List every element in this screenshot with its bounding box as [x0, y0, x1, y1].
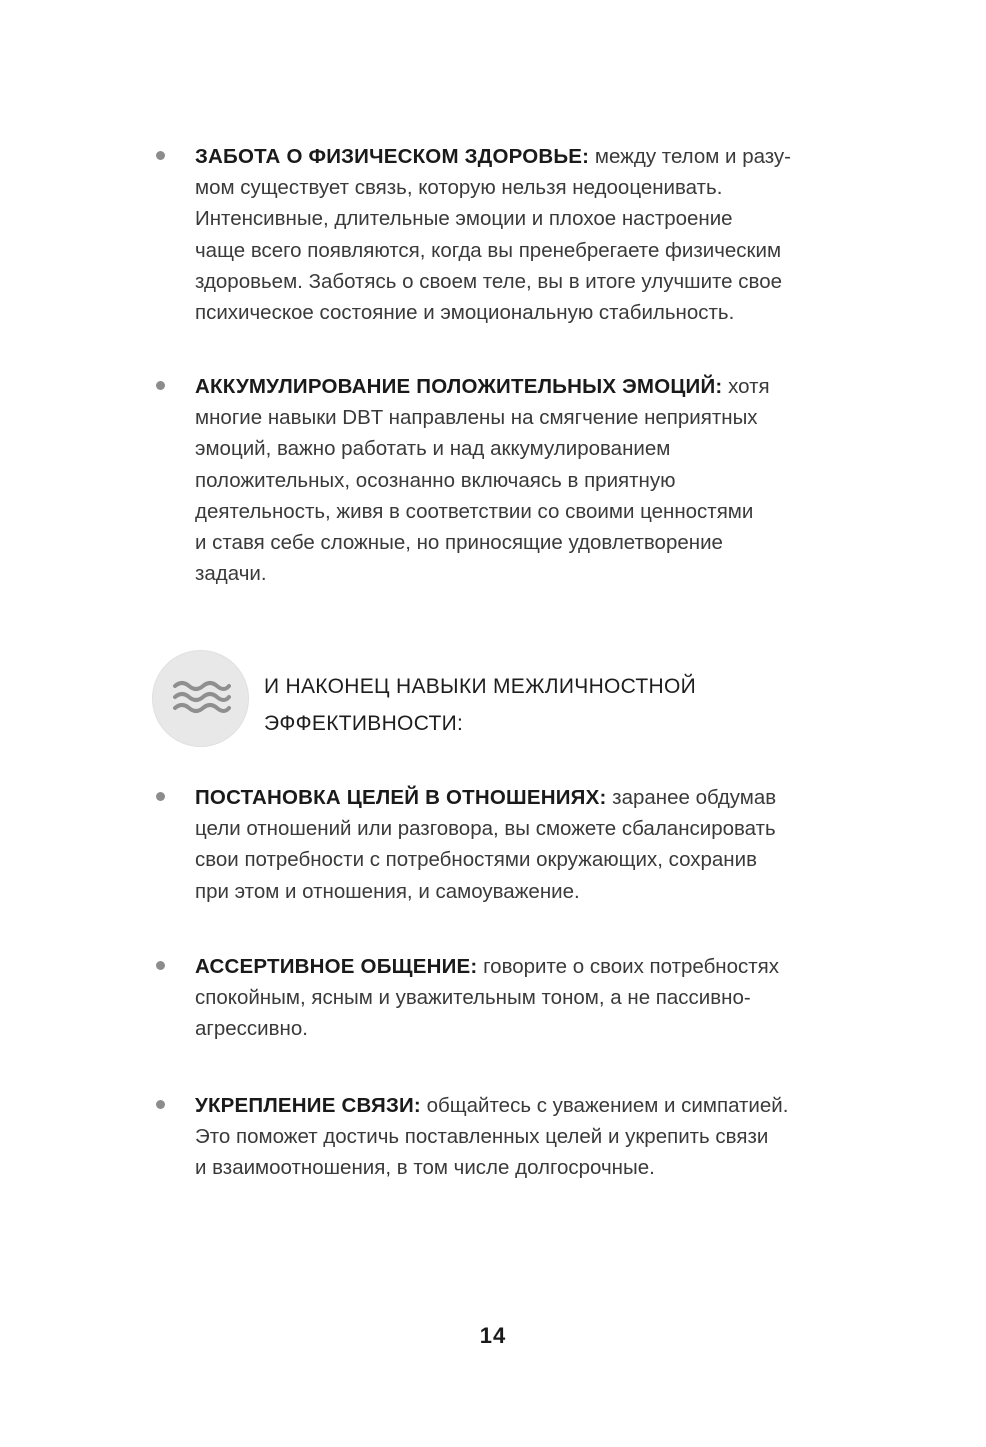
- item-text-line: спокойным, ясным и уважительным тоном, а не пассивно-: [195, 986, 751, 1010]
- item-text-line: задачи.: [195, 562, 267, 586]
- section-heading: [152, 650, 852, 750]
- item-text-line: деятельность, живя в соответствии со своими ценностями: [195, 499, 754, 523]
- item-text-line: положительных, осознанно включаясь в приятную: [195, 468, 676, 492]
- item-text: хотя: [722, 375, 770, 398]
- bullet-item-positive-emotions: [195, 371, 845, 589]
- section-title-line: ЭФФЕКТИВНОСТИ:: [264, 712, 464, 735]
- item-label: АККУМУЛИРОВАНИЕ ПОЛОЖИТЕЛЬНЫХ ЭМОЦИЙ:: [195, 375, 723, 398]
- page-number: 14: [479, 1323, 507, 1348]
- bullet-dot: [156, 792, 165, 801]
- item-text-line: свои потребности с потребностями окружающих, сохранив: [195, 848, 757, 872]
- item-text: заранее обдумав: [606, 786, 777, 809]
- item-text-line: Интенсивные, длительные эмоции и плохое настроение: [195, 207, 733, 231]
- item-text-line: Это поможет достичь поставленных целей и укрепить связи: [195, 1125, 769, 1149]
- item-text-line: психическое состояние и эмоциональную стабильность.: [195, 301, 735, 325]
- item-text-line: агрессивно.: [195, 1017, 308, 1041]
- waves-icon-glyph: [172, 678, 231, 718]
- item-text-line: многие навыки DBT направлены на смягчение неприятных: [195, 406, 758, 430]
- item-label: УКРЕПЛЕНИЕ СВЯЗИ:: [195, 1094, 421, 1117]
- bullet-dot: [156, 1100, 165, 1109]
- section-title: [264, 668, 696, 742]
- waves-icon: [152, 650, 249, 747]
- item-text-line: и ставя себе сложные, но приносящие удовлетворение: [195, 531, 723, 555]
- item-text-line: здоровьем. Заботясь о своем теле, вы в итоге улучшите свое: [195, 269, 782, 293]
- item-text-line: чаще всего появляются, когда вы пренебрегаете физическим: [195, 238, 782, 262]
- item-label: ПОСТАНОВКА ЦЕЛЕЙ В ОТНОШЕНИЯХ:: [195, 786, 607, 809]
- bullet-item-physical-health: [195, 141, 845, 328]
- bullet-item-assertive-communication: [195, 951, 845, 1045]
- item-label: АССЕРТИВНОЕ ОБЩЕНИЕ:: [195, 955, 478, 978]
- item-text: между телом и разу-: [589, 145, 792, 168]
- bullet-dot: [156, 151, 165, 160]
- bullet-dot: [156, 381, 165, 390]
- item-label: ЗАБОТА О ФИЗИЧЕСКОМ ЗДОРОВЬЕ:: [195, 145, 590, 168]
- item-text-line: эмоций, важно работать и над аккумулированием: [195, 437, 671, 461]
- item-text-line: и взаимоотношения, в том числе долгосрочные.: [195, 1156, 655, 1180]
- section-title-line: И НАКОНЕЦ НАВЫКИ МЕЖЛИЧНОСТНОЙ: [264, 675, 697, 698]
- bullet-dot: [156, 961, 165, 970]
- bullet-item-strengthening-connection: [195, 1090, 845, 1184]
- item-text-line: мом существует связь, которую нельзя недооценивать.: [195, 176, 723, 200]
- bullet-item-relationship-goals: [195, 782, 845, 907]
- item-text-line: при этом и отношения, и самоуважение.: [195, 879, 580, 903]
- item-text: общайтесь с уважением и симпатией.: [420, 1094, 789, 1117]
- item-text: говорите о своих потребностях: [477, 955, 780, 978]
- item-text-line: цели отношений или разговора, вы сможете сбалансировать: [195, 817, 776, 841]
